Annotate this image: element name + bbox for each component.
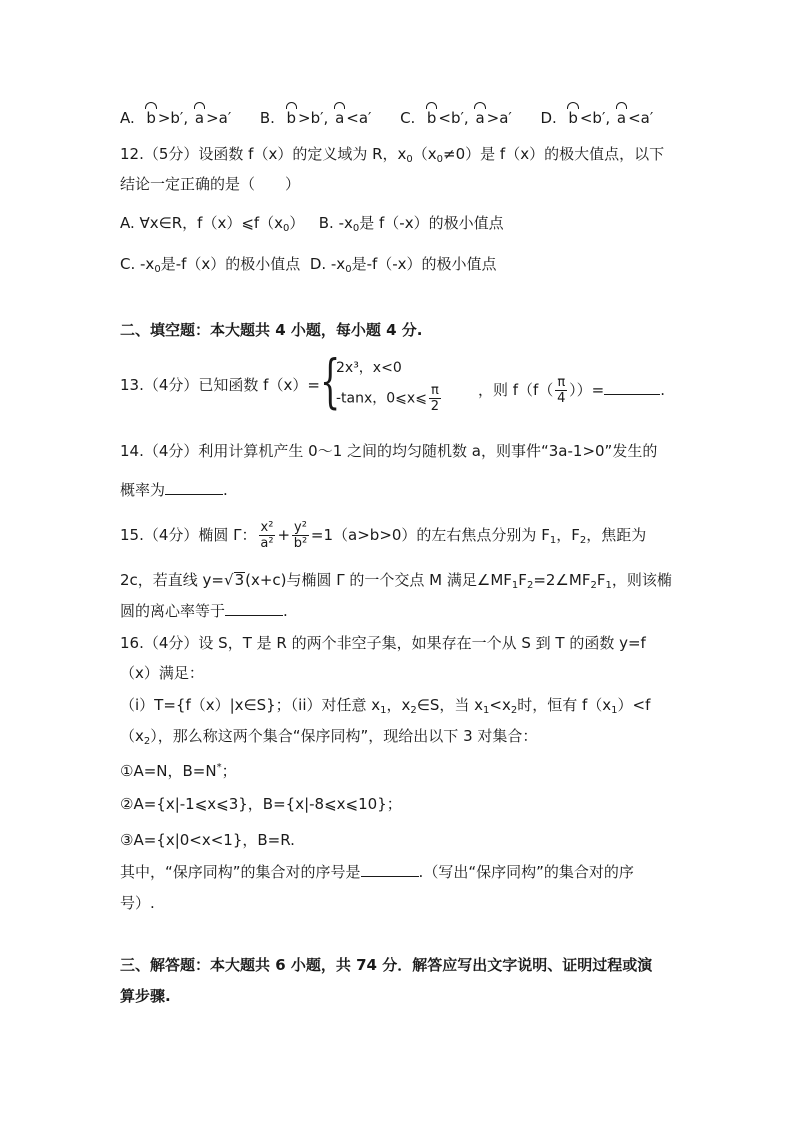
q11-option-d: D. b <b′, a <a′ xyxy=(540,109,654,127)
q12-options-ab xyxy=(120,213,504,239)
q12-option-a: A. ∀x∈R，$f(x)⩽f(x_0)$ xyxy=(120,214,305,234)
q15-line1: 15.（4分）椭圆 Γ： $\frac{\text{x²}}{\text{a²}}$ + $\frac{\text{y²}}{\text{b²}}$ =1（a>b>0）的左右焦点分别为 $F_1$，$F_2$，焦距为 xyxy=(120,520,647,551)
q12-options-cd xyxy=(120,254,497,280)
q15-line3: 圆的离心率等于 . xyxy=(120,602,288,620)
q14-line1: 14.（4分）利用计算机产生 0～1 之间的均匀随机数 a，则事件“3a-1>0”发生的 xyxy=(120,442,658,460)
q11-option-a: A. b >b′, a >a′ xyxy=(120,109,232,127)
section3-heading-line1: 三、解答题：本大题共 6 小题，共 74 分．解答应写出文字说明、证明过程或演 xyxy=(120,956,653,974)
q16-line4: $(x_2)$，那么称这两个集合“保序同构”，现给出以下 3 对集合： xyxy=(120,727,538,747)
q11-option-c: C. b <b′, a >a′ xyxy=(400,109,512,127)
section3-heading-line2: 算步骤. xyxy=(120,987,171,1005)
q16-line2: （x）满足： xyxy=(120,664,204,682)
q13-case1: 2x³，x<0 xyxy=(336,360,402,376)
q13-case2: -tanx，0⩽x⩽ $\frac{\pi}{2}$ xyxy=(336,383,439,414)
q15-frac-y: $\frac{\text{y²}}{\text{b²}}$ xyxy=(293,520,308,551)
q11-option-b: B. b >b′, a <a′ xyxy=(259,109,372,127)
q16-line9: 号）. xyxy=(120,894,155,912)
q12-option-c: C. $-x_0$是-f（x）的极小值点 xyxy=(120,255,301,275)
q13-case2-frac: $\frac{\pi}{2}$ xyxy=(430,383,439,414)
q15-line2: 2c，若直线 y=√3(x+c)与椭圆 Γ 的一个交点 M 满足$\angle MF_1F_2=2\angle MF_2F_1$，则该椭 xyxy=(120,571,672,591)
q16-item2: ②A={x|-1⩽x⩽3}，B={x|-8⩽x⩽10}； xyxy=(120,795,402,813)
section2-heading: 二、填空题：本大题共 4 小题，每小题 4 分. xyxy=(120,321,423,339)
q12-option-b: B. $-x_0$是 f（-x）的极小值点 xyxy=(318,214,504,234)
q12-option-d: D. $-x_0$是-f（-x）的极小值点 xyxy=(309,255,497,275)
q16-line1: 16.（4分）设 S，T 是 R 的两个非空子集，如果存在一个从 S 到 T 的函数 y=f xyxy=(120,634,646,652)
q12-stem-line1: 12.（5分）设函数 f（x）的定义域为 R，$x_0(x_0\ne 0)$是 f（x）的极大值点，以下 xyxy=(120,145,665,165)
q16-item3: ③A={x|0<x<1}，B=R. xyxy=(120,831,295,849)
q13-suffix-frac: $\frac{\pi}{4}$ xyxy=(557,375,566,406)
sqrt-icon: √ xyxy=(224,571,234,589)
q14-line2: 概率为 . xyxy=(120,481,228,499)
q16-answer-blank[interactable] xyxy=(361,862,419,877)
q16-item1: ①A=N，B=N*； xyxy=(120,762,237,780)
q13-brace: { xyxy=(320,347,341,415)
q13-suffix: ，则 f（f（ $\frac{\pi}{4}$ ））= . xyxy=(478,375,666,406)
q11-options xyxy=(120,108,653,128)
q16-line8: 其中，“保序同构”的集合对的序号是 .（写出“保序同构”的集合对的序 xyxy=(120,863,634,881)
q16-line3: （i）T={f（x）|x∈S}；（ii）对任意 $x_1$，$x_2\in S$，当 $x_1<x_2$时，恒有 $f(x_1)<f$ xyxy=(120,696,651,716)
q12-stem-line2: 结论一定正确的是（ ） xyxy=(120,175,301,193)
q14-answer-blank[interactable] xyxy=(165,480,223,495)
q13-prefix: 13.（4分）已知函数 f（x）= xyxy=(120,376,320,394)
q15-frac-x: $\frac{\text{x²}}{\text{a²}}$ xyxy=(260,520,274,551)
q15-answer-blank[interactable] xyxy=(225,601,283,616)
q13-answer-blank[interactable] xyxy=(604,380,660,395)
